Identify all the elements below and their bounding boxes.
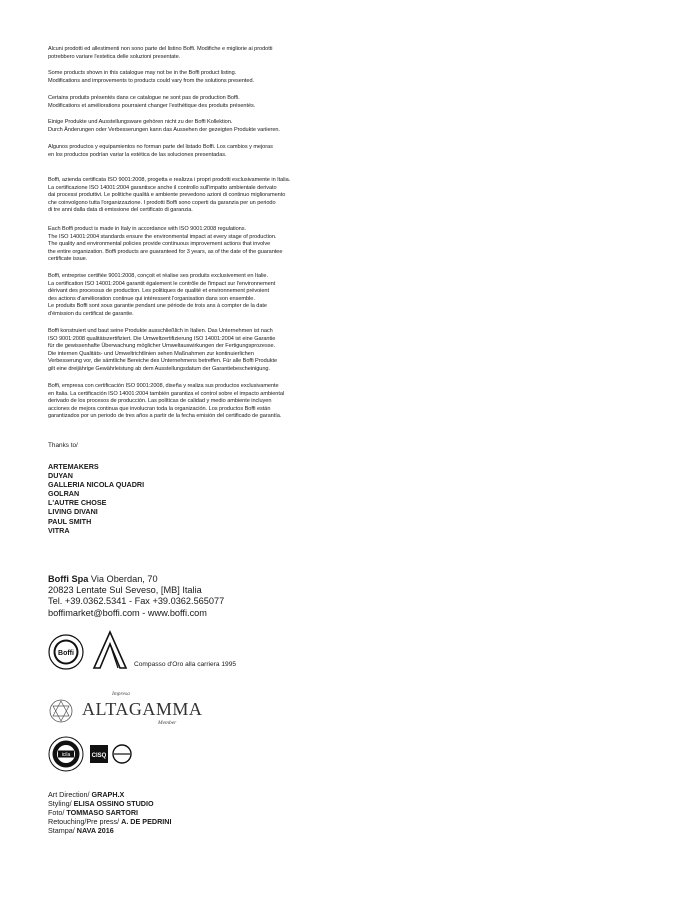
text-line: Einige Produkte und Ausstellungsware gehören nicht zu der Boffi Kollektion. bbox=[48, 119, 233, 125]
text-line: derivado de los procesos de producción. Las políticas de calidad y medio ambiente incluyen bbox=[48, 398, 272, 405]
thanks-item: GOLRAN bbox=[48, 489, 80, 499]
credit-label: Stampa/ bbox=[48, 826, 77, 836]
street: Via Oberdan, 70 bbox=[88, 574, 158, 584]
text-line: Modifications et améliorations pourraient changer l'esthétique des produits présentés. bbox=[48, 102, 256, 109]
boffi-certified-seal bbox=[48, 634, 84, 670]
credit-value: NAVA 2016 bbox=[76, 826, 114, 836]
credit-label: Foto/ bbox=[48, 808, 67, 818]
text-line: gilt eine dreijährige Gewährleistung ab dem Ausstellungsdatum der Garantiebescheinigung. bbox=[48, 365, 270, 372]
credit-label: Art Direction/ bbox=[48, 790, 92, 799]
text-line: Durch Änderungen oder Verbesserungen kann das Aussehen der gezeigten Produkte variieren. bbox=[48, 126, 280, 133]
thanks-list bbox=[48, 462, 144, 535]
credit-row bbox=[48, 817, 171, 826]
altagamma-top: Impresa bbox=[112, 691, 130, 697]
credit-label: Retouching/Pre press/ bbox=[48, 817, 122, 827]
text-line: Modifications and improvements to products could vary from the solutions presented. bbox=[48, 77, 255, 84]
phone-fax: Tel. +39.0362.5341 - Fax +39.0362.565077 bbox=[48, 596, 225, 607]
text-line: Verbesserung vor, die sämtliche Bereiche des Unternehmens betreffen. Für alle Boffi Produkte bbox=[48, 358, 278, 365]
certification-es bbox=[48, 383, 348, 421]
credit-value: A. DE PEDRINI bbox=[121, 817, 172, 827]
disclaimer-de bbox=[48, 119, 348, 134]
cisq-text: CISQ bbox=[91, 753, 107, 759]
text-line: La certificazione ISO 14001:2004 garantisce anche il controllo sull'impatto ambientale derivato bbox=[48, 184, 277, 191]
disclaimer-es bbox=[48, 144, 348, 159]
credit-row bbox=[48, 826, 171, 835]
thanks-label: Thanks to/ bbox=[48, 442, 78, 449]
text-line: en Italia. La certificación ISO 14001:2004 también garantiza el control sobre el impacto ambiental bbox=[48, 390, 285, 397]
email-website[interactable]: boffimarket@boffi.com - www.boffi.com bbox=[48, 607, 207, 618]
text-line: dai processi produttivi. Le politiche qualità e ambiente prevedono azioni di continuo miglioramento bbox=[48, 192, 286, 199]
certification-fr bbox=[48, 273, 348, 319]
text-line: di tre anni dalla data di emissione del certificato di garanzia. bbox=[48, 207, 193, 214]
text-line: Some products shown in this catalogue may not be in the Boffi product listing. bbox=[48, 70, 237, 76]
certification-it bbox=[48, 177, 348, 215]
credit-row bbox=[48, 799, 171, 808]
thanks-item: LIVING DIVANI bbox=[48, 507, 98, 517]
thanks-item: VITRA bbox=[48, 525, 70, 535]
city: 20823 Lentate Sul Seveso, [MB] Italia bbox=[48, 585, 202, 596]
text-line: Boffi konstruiert und baut seine Produkte ausschließlich in Italien. Das Unternehmen ist nach bbox=[48, 328, 273, 334]
credit-row bbox=[48, 790, 171, 799]
disclaimer-fr bbox=[48, 95, 348, 110]
text-line: potrebbero variare l'estetica delle soluzioni presentate. bbox=[48, 53, 181, 60]
credit-row bbox=[48, 808, 171, 817]
text-line: Boffi, entreprise certifiée 9001:2008, conçoit et réalise ses produits exclusivement en Italie. bbox=[48, 273, 268, 279]
thanks-item: ARTEMAKERS bbox=[48, 462, 99, 471]
text-line: dérivant des processus de production. Les politiques de qualité et environnement prévoient bbox=[48, 288, 269, 295]
thanks-item: GALLERIA NICOLA QUADRI bbox=[48, 480, 145, 490]
text-line: garantizados por un periodo de tres años a partir de la fecha emisión del certificado de garantía. bbox=[48, 413, 282, 420]
text-line: d'émission du certificat de garantie. bbox=[48, 310, 134, 317]
icila-text: icila bbox=[61, 752, 71, 758]
disclaimer-en bbox=[48, 70, 348, 85]
compasso-text: Compasso d'Oro alla carriera 1995 bbox=[134, 661, 237, 668]
text-line: certificate issue. bbox=[48, 256, 88, 263]
text-line: Boffi, empresa con certificación ISO 9001:2008, diseña y realiza sus productos exclusivamente bbox=[48, 383, 279, 389]
compasso-doro-icon bbox=[92, 630, 128, 670]
altagamma-emblem-icon bbox=[48, 698, 74, 724]
certification-en bbox=[48, 226, 348, 264]
icila-seal-icon bbox=[48, 736, 84, 772]
text-line: the entire organization. Boffi products are guaranteed for 3 years, as of the date of the guarantee bbox=[48, 248, 283, 255]
credit-value: ELISA OSSINO STUDIO bbox=[73, 799, 154, 809]
disclaimer-it bbox=[48, 46, 348, 61]
text-line: The quality and environmental policies provide continuous improvement actions that involve bbox=[48, 241, 271, 248]
text-line: für die gewissenhafte Überwachung möglicher Umweltauswirkungen der Fertigungsprozesse. bbox=[48, 343, 276, 350]
text-line: che coinvolgono tutta l'organizzazione. I prodotti Boffi sono coperti da garanzia per un periodo bbox=[48, 199, 276, 206]
certification-seals bbox=[48, 736, 168, 776]
text-line: en los productos podrían variar la estética de las soluciones presentadas. bbox=[48, 151, 227, 158]
text-line: Certains produits présentés dans ce catalogue ne sont pas de production Boffi. bbox=[48, 95, 240, 101]
text-line: Each Boffi product is made in Italy in accordance with ISO 9001:2008 regulations. bbox=[48, 226, 246, 232]
altagamma-name: ALTAGAMMA bbox=[82, 699, 203, 719]
text-line: Alcuni prodotti ed allestimenti non sono parte del listino Boffi. Modifiche e migliorie ai prodotti bbox=[48, 46, 273, 52]
text-line: ISO 9001:2008 qualitätszertifiziert. Die Umweltzertifizierung ISO 14001:2004 ist eine Garantie bbox=[48, 335, 276, 342]
altagamma-logo bbox=[48, 690, 248, 730]
altagamma-bottom: Member bbox=[158, 720, 177, 726]
text-line: La certification ISO 14001:2004 garantit également le contrôle de l'impact sur l'environnement bbox=[48, 280, 276, 287]
text-line: The ISO 14001:2004 standards ensure the environmental impact at every stage of production. bbox=[48, 233, 277, 240]
company-address bbox=[48, 574, 348, 619]
credit-value: GRAPH.X bbox=[91, 790, 125, 799]
text-line: Die internen Qualitäts- und Umweltrichtlinien sehen Maßnahmen zur kontinuierlichen bbox=[48, 350, 254, 357]
thanks-item: DUYAN bbox=[48, 471, 73, 481]
text-line: Algunos productos y equipamientos no forman parte del listado Boffi. Los cambios y mejoras bbox=[48, 144, 273, 150]
thanks-item: PAUL SMITH bbox=[48, 516, 92, 526]
boffi-seal-text: Boffi bbox=[58, 650, 74, 657]
text-line: des actions d'amélioration continue qui intéressent l'organisation dans son ensemble. bbox=[48, 295, 255, 302]
text-line: Le produits Boffi sont sous garantie pendant une période de trois ans à compter de la date bbox=[48, 303, 267, 310]
thanks-item: L'AUTRE CHOSE bbox=[48, 498, 107, 508]
text-line: acciones de mejora continua que involucran toda la organización. Los productos Boffi están bbox=[48, 405, 271, 412]
company-name: Boffi Spa bbox=[48, 574, 89, 584]
credits bbox=[48, 790, 171, 835]
text-line: Boffi, azienda certificata ISO 9001:2008, progetta e realizza i propri prodotti esclusivamente in Italia. bbox=[48, 177, 291, 183]
logo-row-awards bbox=[48, 630, 348, 674]
credit-label: Styling/ bbox=[48, 799, 74, 809]
certification-de bbox=[48, 328, 348, 374]
cisq-seal-icon bbox=[90, 744, 134, 764]
credit-value: TOMMASO SARTORI bbox=[66, 808, 139, 818]
